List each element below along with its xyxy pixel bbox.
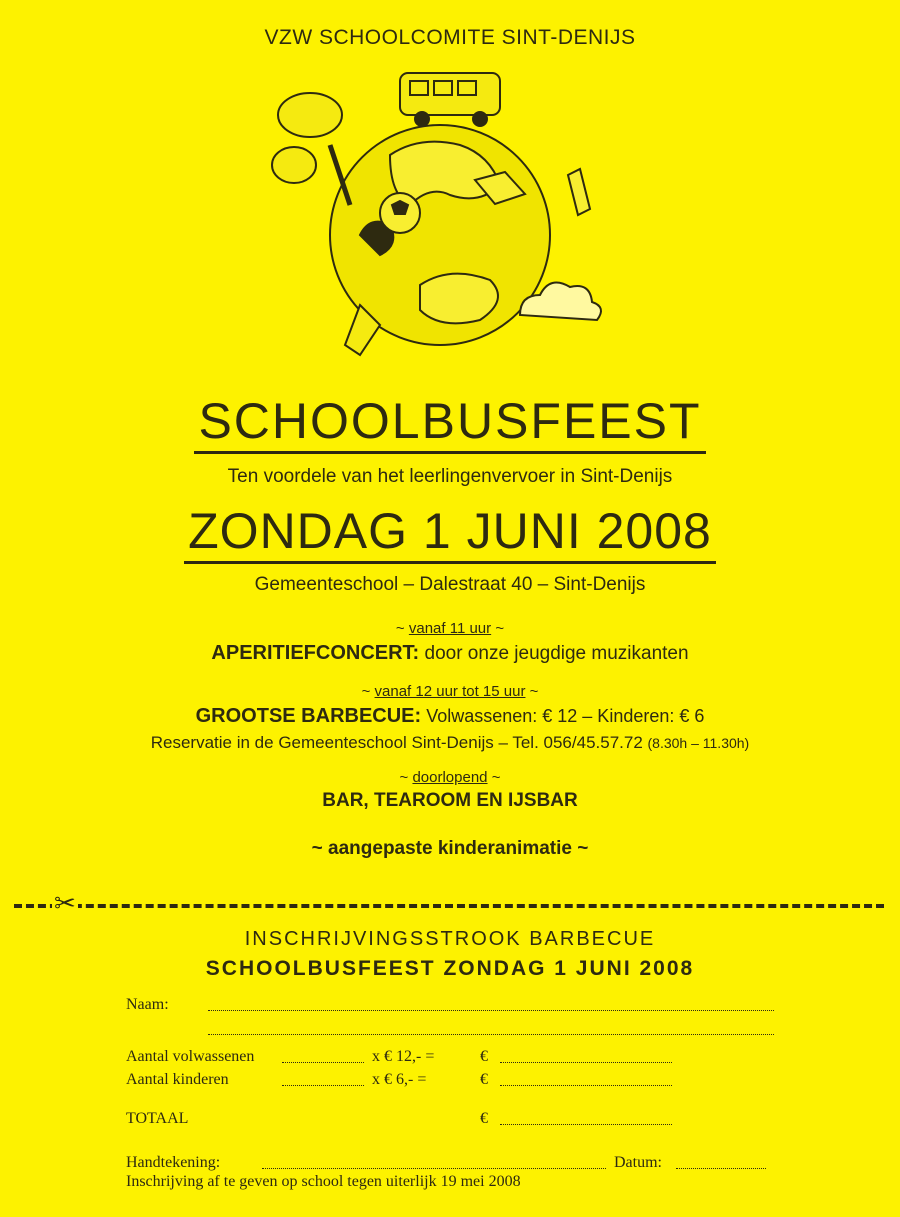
total-currency: € [480, 1110, 488, 1127]
adults-price: x € 12,- = [372, 1048, 435, 1065]
children-currency: € [480, 1071, 488, 1088]
event-barbecue: GROOTSE BARBECUE: Volwassenen: € 12 – Kinderen: € 6 [195, 705, 705, 727]
adults-label: Aantal volwassenen [126, 1048, 255, 1065]
globe-with-bus-illustration [250, 55, 630, 365]
name-field[interactable] [208, 1010, 774, 1011]
children-amount-field[interactable] [500, 1085, 672, 1086]
children-count-field[interactable] [282, 1085, 364, 1086]
name-label: Naam: [126, 996, 169, 1013]
cut-line [14, 888, 884, 918]
scissors-icon: ✂ [54, 888, 76, 918]
total-label: TOTAAL [126, 1110, 189, 1127]
event-kids-animation: ~ aangepaste kinderanimatie ~ [311, 838, 589, 859]
signature-label: Handtekening: [126, 1154, 221, 1171]
name-field-line2[interactable] [208, 1034, 774, 1035]
total-amount-field[interactable] [500, 1124, 672, 1125]
event-title: SCHOOLBUSFEEST [194, 395, 705, 454]
reservation-info: Reservatie in de Gemeenteschool Sint-Denijs – Tel. 056/45.57.72 (8.30h – 11.30h) [150, 733, 750, 752]
time-barbecue: ~ vanaf 12 uur tot 15 uur ~ [361, 683, 539, 700]
adults-currency: € [480, 1048, 488, 1065]
submission-note: Inschrijving af te geven op school tegen uiterlijk 19 mei 2008 [126, 1173, 521, 1190]
event-bar: BAR, TEAROOM EN IJSBAR [322, 790, 578, 811]
slip-subtitle: SCHOOLBUSFEEST ZONDAG 1 JUNI 2008 [205, 957, 695, 980]
organization-name: VZW SCHOOLCOMITE SINT-DENIJS [264, 26, 636, 49]
event-date: ZONDAG 1 JUNI 2008 [184, 505, 716, 564]
slip-title: INSCHRIJVINGSSTROOK BARBECUE [244, 928, 656, 950]
children-label: Aantal kinderen [126, 1071, 229, 1088]
signature-field[interactable] [262, 1168, 606, 1169]
children-price: x € 6,- = [372, 1071, 427, 1088]
time-continuous: ~ doorlopend ~ [399, 769, 501, 786]
adults-amount-field[interactable] [500, 1062, 672, 1063]
event-aperitiefconcert: APERITIEFCONCERT: door onze jeugdige muzikanten [211, 642, 689, 664]
time-aperitief: ~ vanaf 11 uur ~ [395, 620, 505, 637]
date-label: Datum: [614, 1154, 662, 1171]
event-subtitle: Ten voordele van het leerlingenvervoer in Sint-Denijs [227, 466, 673, 487]
date-field[interactable] [676, 1168, 766, 1169]
dashed-divider [14, 904, 884, 908]
adults-count-field[interactable] [282, 1062, 364, 1063]
event-location: Gemeenteschool – Dalestraat 40 – Sint-Denijs [254, 574, 646, 595]
